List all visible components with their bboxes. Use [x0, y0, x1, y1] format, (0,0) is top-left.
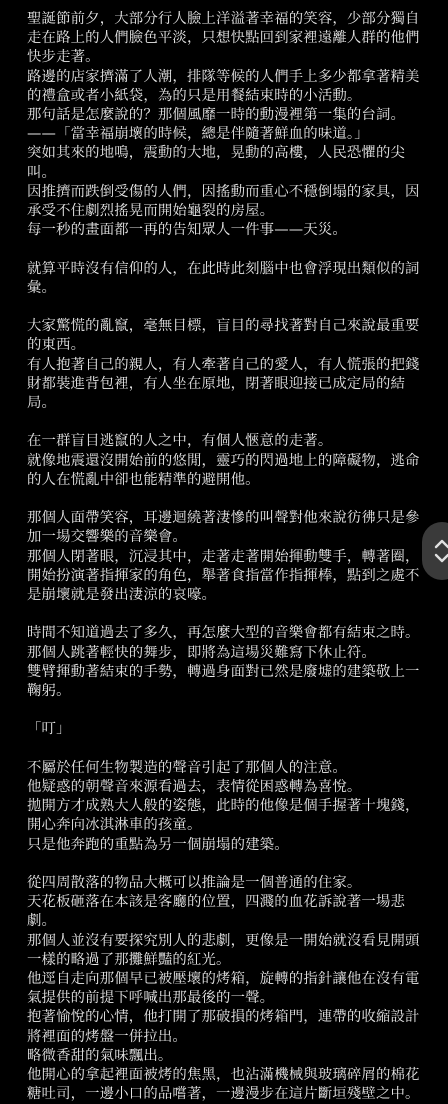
- quote-line: ——「當幸福崩壞的時候，總是伴隨著鮮血的味道。」: [27, 126, 369, 143]
- paragraph: 只是他奔跑的重點為另一個崩塌的建築。: [27, 836, 289, 853]
- paragraph: 大家驚慌的亂竄，毫無目標，盲目的尋找著對自己來說最重要的東西。: [27, 318, 420, 354]
- paragraph: 因推擠而跌倒受傷的人們，因搖動而重心不穩倒塌的家具，因承受不住劇烈搖晃而開始龜裂的房屋。: [27, 183, 420, 220]
- blank-line: [27, 240, 422, 259]
- paragraph: 他疑惑的朝聲音來源看過去，表情從困惑轉為喜悅。: [27, 779, 362, 796]
- paragraph: 抱著愉悅的心情，他打開了那破損的烤箱門，連帶的收縮設計將裡面的烤盤一併拉出。: [27, 1009, 420, 1045]
- paragraph: 路邊的店家擠滿了人潮，排隊等候的人們手上多少都拿著精美的禮盒或者小紙袋，為的只是用餐結束時的小活動。: [27, 68, 420, 104]
- blank-line: [27, 855, 422, 874]
- story-article: [27, 10, 422, 1104]
- blank-line: [27, 740, 422, 759]
- blank-line: [27, 298, 422, 317]
- paragraph: 天花板砸落在本該是客廳的位置，四濺的血花訴說著一場悲劇。: [27, 894, 406, 930]
- chevron-up-down-icon: [432, 536, 448, 566]
- paragraph: 那個人面帶笑容，耳邊迴繞著淒慘的叫聲對他來說彷彿只是參加一場交響樂的音樂會。: [27, 510, 420, 546]
- paragraph: 就像地震還沒開始前的悠閒，靈巧的閃過地上的障礙物，逃命的人在慌亂中卻也能精準的避開他。: [27, 452, 420, 488]
- paragraph: 拋開方才成熟大人般的姿態，此時的他像是個手握著十塊錢，開心奔向冰淇淋車的孩童。: [27, 798, 420, 834]
- paragraph: 那個人並沒有要探究別人的悲劇，更像是一開始就沒看見開頭一樣的略過了那攤鮮豔的紅光。: [27, 932, 420, 968]
- paragraph: 在一群盲目逃竄的人之中，有個人愜意的走著。: [27, 433, 333, 450]
- paragraph: 他開心的拿起裡面被烤的焦黑，也沾滿機械與玻璃碎屑的棉花糖吐司，一邊小口的品嚐著，一邊漫步在這片斷垣殘壁之中。: [27, 1067, 420, 1103]
- paragraph: 時間不知道過去了多久，再怎麼大型的音樂會都有結束之時。: [27, 625, 420, 642]
- blank-line: [27, 490, 422, 509]
- paragraph: 就算平時沒有信仰的人，在此時此刻腦中也會浮現出類似的詞彙。: [27, 260, 420, 296]
- paragraph: 突如其來的地鳴，震動的大地，晃動的高樓，人民恐懼的尖叫。: [27, 145, 406, 181]
- paragraph: 那個人閉著眼，沉浸其中，走著走著開始揮動雙手，轉著圈，開始扮演著指揮家的角色，舉著食指當作指揮棒，點到之處不是崩壞就是發出淒涼的哀嚎。: [27, 548, 420, 604]
- paragraph: 雙臂揮動著結束的手勢，轉過身面對已然是廢墟的建築敬上一鞠躬。: [27, 663, 420, 700]
- paragraph: 聖誕節前夕，大部分行人臉上洋溢著幸福的笑容，少部分獨自走在路上的人們臉色平淡，只想快點回到家裡遠離人群的他們快步走著。: [27, 11, 420, 66]
- blank-line: [27, 605, 422, 624]
- paragraph: 他逕自走向那個早已被壓壞的烤箱，旋轉的指針讓他在沒有電氣提供的前提下呼喊出那最後的一聲。: [27, 971, 420, 1007]
- paragraph: 那句話是怎麼說的？那個風靡一時的動漫裡第一集的台詞。: [27, 107, 406, 124]
- blank-line: [27, 413, 422, 432]
- paragraph: 那個人跳著輕快的舞步，即將為這場災難寫下休止符。: [27, 644, 376, 661]
- paragraph: 每一秒的畫面都一再的告知眾人一件事——天災。: [27, 222, 347, 239]
- sound-line: 「叮」: [27, 721, 71, 738]
- blank-line: [27, 701, 422, 720]
- paragraph: 略微香甜的氣味飄出。: [27, 1047, 173, 1064]
- scroll-button[interactable]: [422, 522, 448, 580]
- paragraph: 有人抱著自己的親人，有人牽著自己的愛人，有人慌張的把錢財都裝進背包裡，有人坐在原地，閉著眼迎接已成定局的結局。: [27, 356, 420, 412]
- paragraph: 從四周散落的物品大概可以推論是一個普通的住家。: [27, 875, 362, 892]
- paragraph: 不屬於任何生物製造的聲音引起了那個人的注意。: [27, 759, 347, 776]
